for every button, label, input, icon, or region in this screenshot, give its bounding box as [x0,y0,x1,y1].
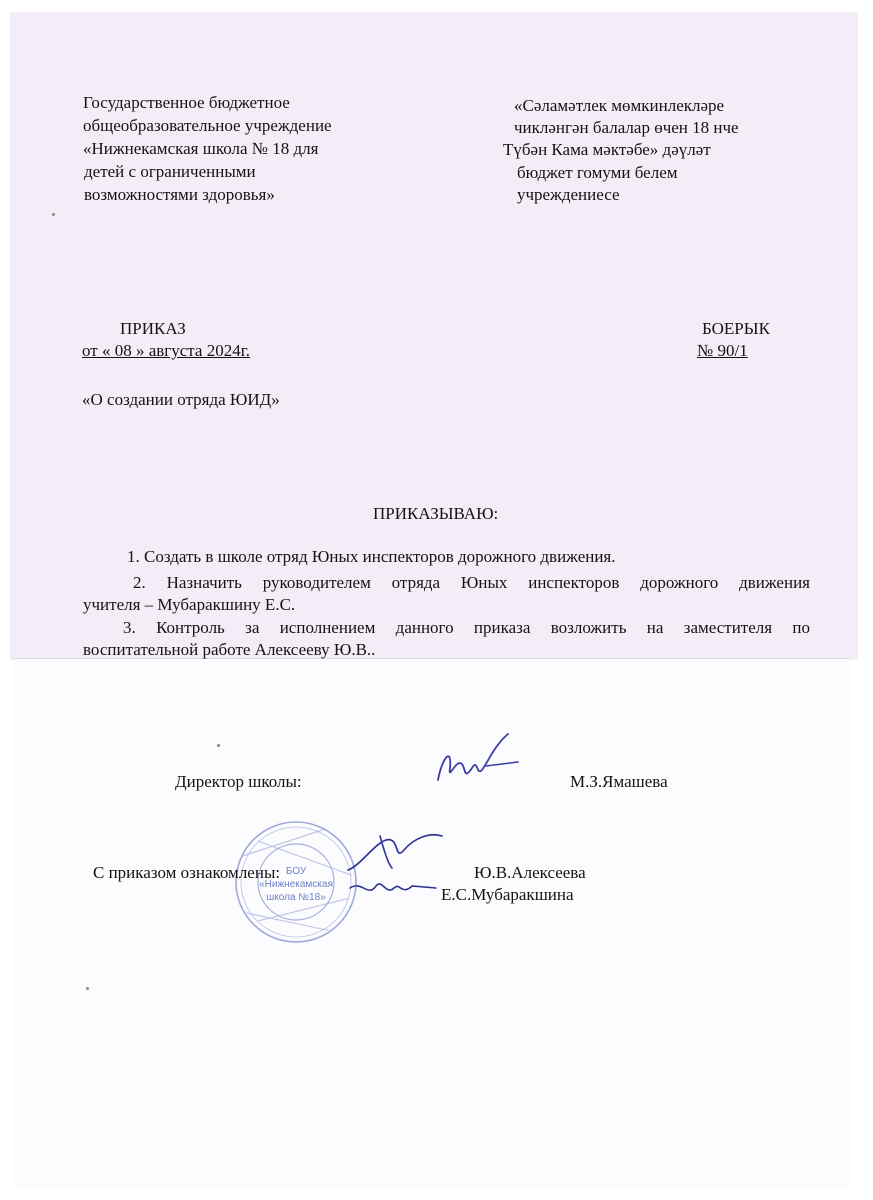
order-date: от « 08 » августа 2024г. [82,341,251,360]
order-item-1: 1. Создать в школе отряд Юных инспекторов дорожного движения. [127,547,616,566]
order-item-3 [83,617,810,661]
paper-speck [86,987,89,990]
order-item-2-line: учителя – Мубаракшину Е.С. [83,595,296,614]
director-label: Директор школы: [175,772,302,791]
order-item-3-line: воспитательной работе Алексееву Ю.В.. [83,640,376,659]
header-left-line: детей с ограниченными [84,162,256,181]
stamp-line: БОУ [285,866,307,877]
header-left-line: общеобразовательное учреждение [83,116,332,135]
header-left-line: возможностями здоровья» [84,185,275,204]
order-title-tt: БОЕРЫК [702,319,770,338]
order-item-2 [83,572,810,616]
header-right-line: бюджет гомуми белем [517,163,678,182]
acquainted-label: С приказом ознакомлены: [93,863,281,882]
header-left-line: «Нижнекамская школа № 18 для [83,139,319,158]
stamp-line: «Нижнекамская [259,879,333,890]
director-name: М.З.Ямашева [570,772,668,791]
director-signature-icon [428,728,520,790]
acquainted-name: Ю.В.Алексеева [474,863,586,882]
paper-speck [217,744,220,747]
header-right-line: «Сәламәтлек мөмкинлекләре [514,96,725,115]
order-item-2-line: 2. Назначить руководителем отряда Юных инспекторов дорожного движения [133,573,810,592]
order-subject: «О создании отряда ЮИД» [82,390,280,409]
header-right-line: чикләнгән балалар өчен 18 нче [514,118,739,137]
header-right-line: Түбән Кама мәктәбе» дәүләт [503,140,711,159]
header-left-line: Государственное бюджетное [83,93,290,112]
order-number: № 90/1 [697,341,748,360]
acquainted-name: Е.С.Мубаракшина [441,885,574,904]
stamp-line: школа №18» [266,892,326,903]
paper-speck [52,213,55,216]
order-decree: ПРИКАЗЫВАЮ: [373,504,499,523]
acquainted-signature-icon [340,826,444,908]
header-right-line: учреждениесе [517,185,620,204]
order-item-3-line: 3. Контроль за исполнением данного приказа возложить на заместителя по [123,618,810,637]
order-title-ru: ПРИКАЗ [120,319,186,338]
